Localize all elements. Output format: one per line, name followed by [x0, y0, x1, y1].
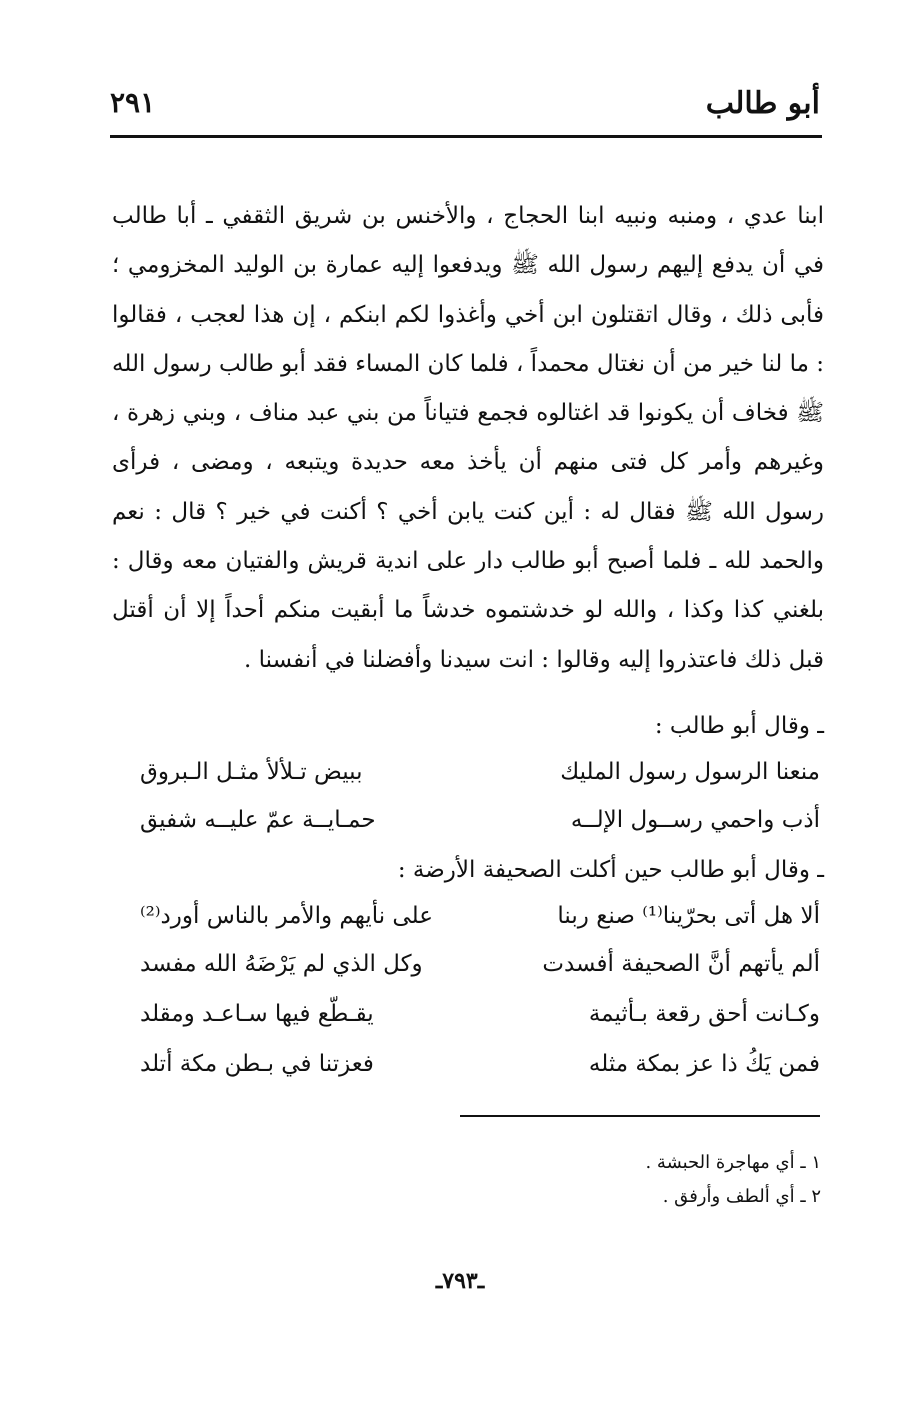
footnote-divider: [460, 1115, 820, 1117]
verse-row: [140, 994, 820, 1034]
running-header: [110, 84, 820, 130]
verse-first-hemistich: منعنا الرسول رسول المليك: [560, 759, 820, 785]
verse-first-hemistich: وكـانت أحق رقعة بـأثيمة: [588, 1001, 820, 1027]
paragraph-text: ابنا عدي ، ومنبه ونبيه ابنا الحجاج ، والأخنس بن شريق الثقفي ـ أبا طالب في أن يدفع إليهم رسول الله ﷺ ويدفعوا إليه عمارة بن الوليد المخزومي ؛ فأبى ذلك ، وقال اتقتلون ابن أخي وأغذوا لكم ابنكم ، إن هذا لعجب ، فقالوا : ما لنا خير من أن نغتال محمداً ، فلما كان المساء فقد أبو طالب رسول الله ﷺ فخاف أن يكونوا قد اغتالوه فجمع فتياناً من بني عبد مناف ، وبني زهرة ، وغيرهم وأمر كل فتى منهم أن يأخذ معه حديدة ويتبعه ، ومضى ، فرأى رسول الله ﷺ فقال له : أين كنت يابن أخي ؟ أكنت في خير ؟ قال : نعم والحمد لله ـ فلما أصبح أبو طالب دار على اندية قريش والفتيان معه وقال : بلغني كذا وكذا ، والله لو خدشتموه خدشاً ما أبقيت منكم أحداً إلا أن أقتل قبل ذلك فاعتذروا إليه وقالوا : انت سيدنا وأفضلنا في أنفسنا .: [112, 203, 824, 673]
verse-first-hemistich: أذب واحمي رســول الإلــه: [570, 807, 820, 833]
verse-row: [140, 800, 820, 840]
footnote-1: ١ ـ أي مهاجرة الحبشة .: [645, 1152, 821, 1173]
verse-first-hemistich: فمن يَكُ ذا عز بمكة مثله: [588, 1051, 820, 1077]
verse-row: [140, 1044, 820, 1084]
verse-row: [140, 896, 820, 936]
page-footer-number: ـ٧٩٣ـ: [435, 1268, 485, 1294]
verse-second-hemistich: فعزتنا في بـطن مكة أتلد: [140, 1051, 374, 1077]
header-page-number: ٢٩١: [110, 86, 156, 119]
verse-second-hemistich: حمـايــة عمّ عليــه شفيق: [140, 807, 376, 833]
verse-second-hemistich: يقـطّع فيها سـاعـد ومقلد: [140, 1001, 374, 1027]
footnote-2: ٢ ـ أي ألطف وأرفق .: [662, 1186, 821, 1207]
verse-first-hemistich: ألا هل أتى بحرّينا⁽¹⁾ صنع ربنا: [557, 903, 820, 929]
verse-second-hemistich: وكل الذي لم يَرْضَهُ الله مفسد: [140, 951, 423, 977]
verse-first-hemistich: ألم يأتهم أنَّ الصحيفة أفسدت: [542, 951, 820, 977]
main-paragraph: [112, 192, 824, 685]
verse-second-hemistich: على نأيهم والأمر بالناس أورد⁽²⁾: [140, 903, 433, 929]
poem-intro-2: ـ وقال أبو طالب حين أكلت الصحيفة الأرضة :: [397, 857, 824, 883]
header-divider: [110, 135, 822, 138]
verse-row: [140, 944, 820, 984]
chapter-title: أبو طالب: [705, 86, 820, 121]
verse-second-hemistich: ببيض تـلألأ مثـل الـبروق: [140, 759, 363, 785]
verse-row: [140, 752, 820, 792]
poem-intro-1: ـ وقال أبو طالب :: [654, 713, 824, 739]
